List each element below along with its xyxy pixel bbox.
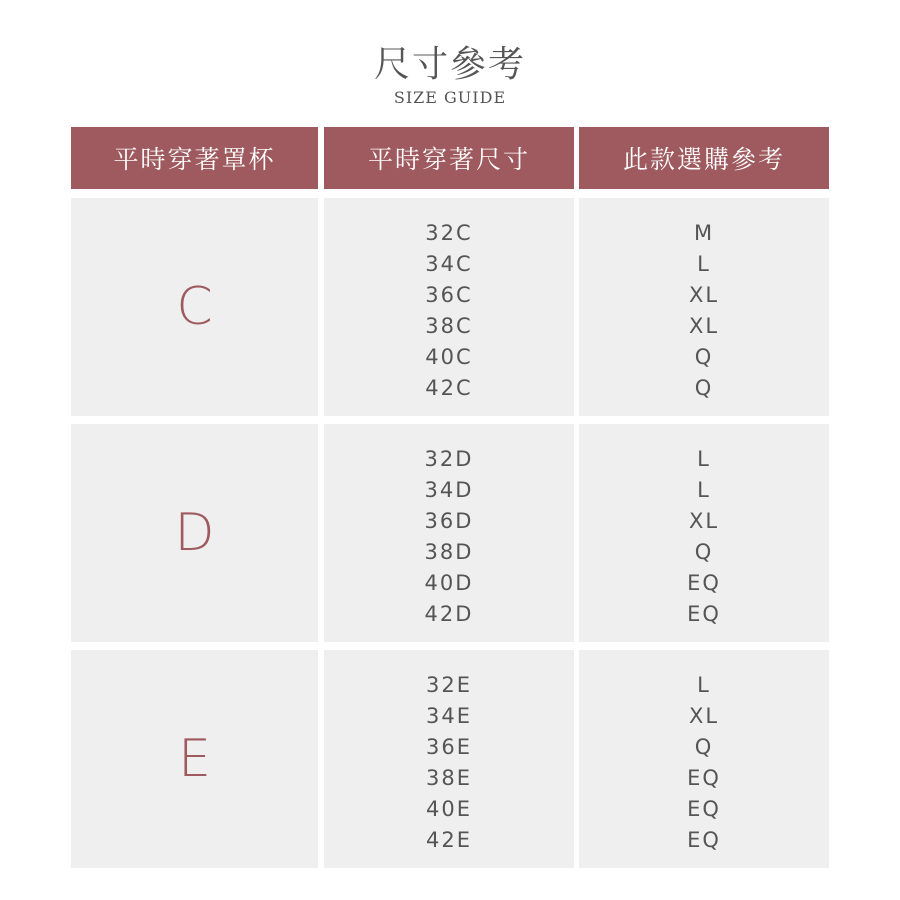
size-list bbox=[324, 670, 574, 856]
size-item: 40C bbox=[425, 345, 473, 369]
recommend-item: EQ bbox=[687, 602, 721, 626]
size-item: 42E bbox=[426, 828, 472, 852]
recommend-list bbox=[579, 218, 829, 404]
page-subtitle: SIZE GUIDE bbox=[393, 88, 507, 107]
recommend-item: L bbox=[697, 673, 711, 697]
recommend-item: L bbox=[697, 478, 711, 502]
size-item: 36D bbox=[424, 509, 474, 533]
recommend-item: Q bbox=[694, 345, 714, 369]
sizes-cell-e bbox=[324, 650, 574, 868]
recommend-list bbox=[579, 670, 829, 856]
recommend-cell-c bbox=[579, 198, 829, 416]
recommend-item: XL bbox=[688, 509, 720, 533]
header-usual-size: 平時穿著尺寸 bbox=[324, 127, 574, 189]
size-list bbox=[324, 218, 574, 404]
size-item: 40D bbox=[424, 571, 474, 595]
recommend-item: M bbox=[693, 221, 715, 245]
recommend-item: L bbox=[697, 252, 711, 276]
size-item: 34D bbox=[424, 478, 474, 502]
size-list bbox=[324, 444, 574, 630]
cup-cell-c: C bbox=[71, 198, 318, 416]
recommend-list bbox=[579, 444, 829, 630]
recommend-cell-e bbox=[579, 650, 829, 868]
size-item: 42C bbox=[425, 376, 473, 400]
size-item: 38D bbox=[424, 540, 474, 564]
size-item: 38E bbox=[426, 766, 472, 790]
size-item: 32C bbox=[425, 221, 473, 245]
size-item: 32E bbox=[426, 673, 472, 697]
recommend-item: EQ bbox=[687, 766, 721, 790]
recommend-item: EQ bbox=[687, 571, 721, 595]
recommend-item: Q bbox=[694, 540, 714, 564]
recommend-item: L bbox=[697, 447, 711, 471]
size-item: 34C bbox=[425, 252, 473, 276]
recommend-item: XL bbox=[688, 283, 720, 307]
recommend-item: XL bbox=[688, 314, 720, 338]
header-usual-cup: 平時穿著罩杯 bbox=[71, 127, 318, 189]
cup-cell-d: D bbox=[71, 424, 318, 642]
recommend-cell-d bbox=[579, 424, 829, 642]
size-item: 36E bbox=[426, 735, 472, 759]
recommend-item: Q bbox=[694, 735, 714, 759]
size-item: 38C bbox=[425, 314, 473, 338]
cup-cell-e: E bbox=[71, 650, 318, 868]
recommend-item: XL bbox=[688, 704, 720, 728]
size-item: 40E bbox=[426, 797, 472, 821]
recommend-item: Q bbox=[694, 376, 714, 400]
sizes-cell-d bbox=[324, 424, 574, 642]
size-item: 36C bbox=[425, 283, 473, 307]
size-item: 32D bbox=[424, 447, 474, 471]
page-title: 尺寸參考 bbox=[373, 44, 526, 85]
size-item: 34E bbox=[426, 704, 472, 728]
header-recommended-size: 此款選購參考 bbox=[579, 127, 829, 189]
sizes-cell-c bbox=[324, 198, 574, 416]
recommend-item: EQ bbox=[687, 828, 721, 852]
recommend-item: EQ bbox=[687, 797, 721, 821]
size-item: 42D bbox=[424, 602, 474, 626]
